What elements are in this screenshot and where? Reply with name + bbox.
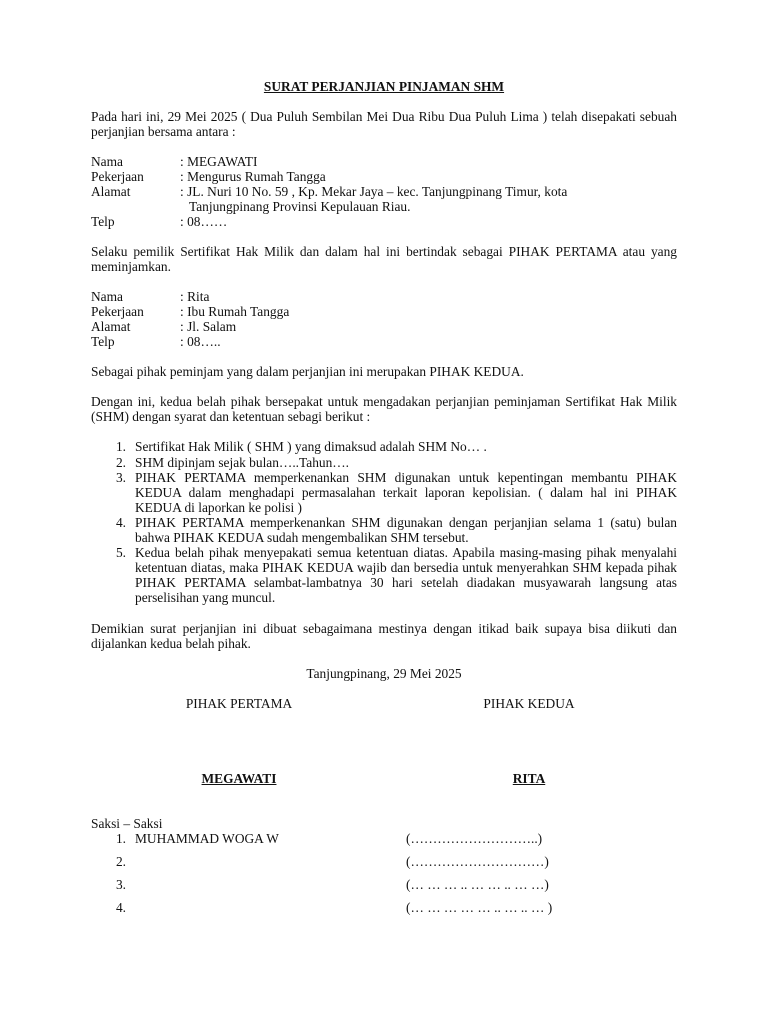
- party1-alamat-line2: Tanjungpinang Provinsi Kepulauan Riau.: [189, 199, 411, 214]
- pihak-pertama-signature-name: MEGAWATI: [201, 771, 277, 786]
- term-number: 1.: [115, 439, 126, 454]
- party1-alamat-value: : JL. Nuri 10 No. 59 , Kp. Mekar Jaya – kec. Tanjungpinang Timur, kota: [180, 184, 568, 199]
- witness-number: 4.: [115, 900, 126, 915]
- party1-nama-label: Nama: [91, 154, 123, 169]
- party2-nama-value: : Rita: [180, 289, 210, 304]
- party1-role-paragraph: Selaku pemilik Sertifikat Hak Milik dan dalam hal ini bertindak sebagai PIHAK PERTAMA atau yang meminjamkan.: [91, 244, 677, 274]
- witness-signature-line: (…………………………): [406, 854, 549, 869]
- term-item: SHM dipinjam sejak bulan…..Tahun….: [135, 455, 350, 470]
- term-item: PIHAK PERTAMA memperkenankan SHM digunakan untuk kepentingan membantu PIHAK KEDUA dalam menghadapi permasalahan terkait laporan kepolisian. ( dalam hal ini PIHAK KEDUA di laporkan ke polisi ): [135, 470, 677, 515]
- place-date: Tanjungpinang, 29 Mei 2025: [306, 666, 462, 681]
- party2-nama-label: Nama: [91, 289, 123, 304]
- party1-nama-value: : MEGAWATI: [180, 154, 258, 169]
- terms-intro-paragraph: Dengan ini, kedua belah pihak bersepakat untuk mengadakan perjanjian peminjaman Sertifikat Hak Milik (SHM) dengan syarat dan ketentuan sebagi berikut :: [91, 394, 677, 424]
- term-number: 2.: [115, 455, 126, 470]
- document-title: SURAT PERJANJIAN PINJAMAN SHM: [263, 79, 505, 94]
- term-item: Sertifikat Hak Milik ( SHM ) yang dimaksud adalah SHM No… .: [135, 439, 487, 454]
- party2-pekerjaan-label: Pekerjaan: [91, 304, 144, 319]
- pihak-kedua-signature-name: RITA: [512, 771, 546, 786]
- intro-paragraph: Pada hari ini, 29 Mei 2025 ( Dua Puluh Sembilan Mei Dua Ribu Dua Puluh Lima ) telah disepakati sebuah perjanjian bersama antara :: [91, 109, 677, 139]
- pihak-pertama-label: PIHAK PERTAMA: [185, 696, 293, 711]
- party2-pekerjaan-value: : Ibu Rumah Tangga: [180, 304, 290, 319]
- witness-number: 1.: [115, 831, 126, 846]
- term-item: Kedua belah pihak menyepakati semua ketentuan diatas. Apabila masing-masing pihak menyalahi ketentuan diatas, maka PIHAK KEDUA wajib dan bersedia untuk menyerahkan SHM kepada pihak PIHAK PERTAMA selambat-lambatnya 30 hari setelah diadakan musyawarah langsung atas perselisihan yang muncul.: [135, 545, 677, 605]
- term-number: 3.: [115, 470, 126, 485]
- party1-alamat-label: Alamat: [91, 184, 131, 199]
- term-item: PIHAK PERTAMA memperkenankan SHM digunakan dengan perjanjian selama 1 (satu) bulan bahwa PIHAK KEDUA sudah mengembalikan SHM tersebut.: [135, 515, 677, 545]
- party1-telp-label: Telp: [91, 214, 115, 229]
- witness-name: MUHAMMAD WOGA W: [135, 831, 279, 846]
- witnesses-heading: Saksi – Saksi: [91, 816, 163, 831]
- witness-signature-line: (… … … .. … … .. … …): [406, 877, 549, 892]
- party1-telp-value: : 08……: [180, 214, 228, 229]
- witness-number: 3.: [115, 877, 126, 892]
- party1-pekerjaan-label: Pekerjaan: [91, 169, 144, 184]
- party2-telp-label: Telp: [91, 334, 115, 349]
- witness-number: 2.: [115, 854, 126, 869]
- party1-pekerjaan-value: : Mengurus Rumah Tangga: [180, 169, 326, 184]
- term-number: 5.: [115, 545, 126, 560]
- party2-alamat-value: : Jl. Salam: [180, 319, 237, 334]
- closing-paragraph: Demikian surat perjanjian ini dibuat sebagaimana mestinya dengan itikad baik supaya bisa diikuti dan dijalankan kedua belah pihak.: [91, 621, 677, 651]
- party2-telp-value: : 08…..: [180, 334, 221, 349]
- party2-alamat-label: Alamat: [91, 319, 131, 334]
- term-number: 4.: [115, 515, 126, 530]
- party2-role-paragraph: Sebagai pihak peminjam yang dalam perjanjian ini merupakan PIHAK KEDUA.: [91, 364, 524, 379]
- pihak-kedua-label: PIHAK KEDUA: [483, 696, 575, 711]
- witness-signature-line: (… … … … … .. … .. … ): [406, 900, 553, 915]
- witness-signature-line: (………………………..): [406, 831, 543, 846]
